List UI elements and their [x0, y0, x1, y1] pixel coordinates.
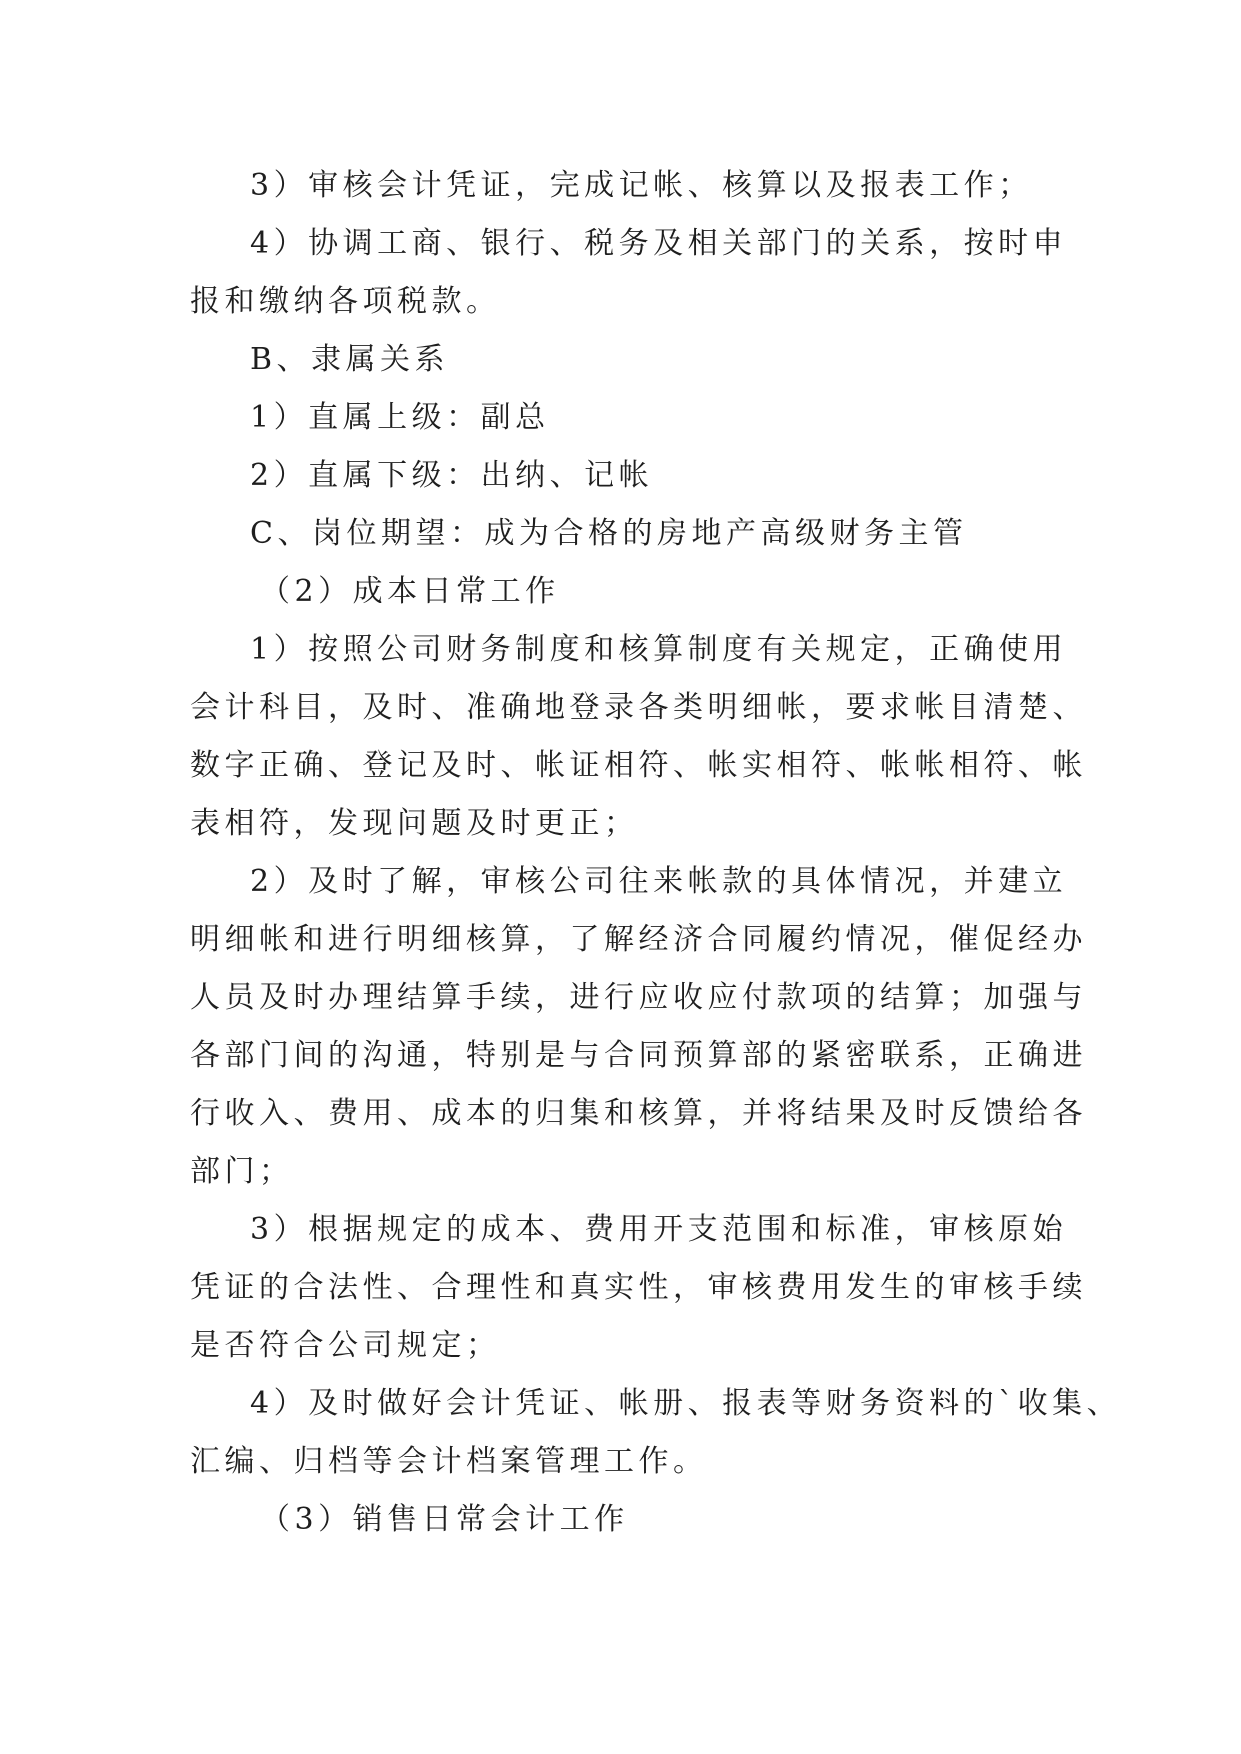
- text-line: 凭证的合法性、合理性和真实性，审核费用发生的审核手续: [190, 1270, 1087, 1305]
- text-line: 2）及时了解，审核公司往来帐款的具体情况，并建立: [250, 864, 1068, 899]
- text-line: 人员及时办理结算手续，进行应收应付款项的结算；加强与: [190, 980, 1087, 1015]
- text-line: 明细帐和进行明细核算，了解经济合同履约情况，催促经办: [190, 922, 1087, 957]
- text-line: 数字正确、登记及时、帐证相符、帐实相符、帐帐相符、帐: [190, 748, 1087, 783]
- text-line: 2）直属下级：出纳、记帐: [250, 458, 654, 493]
- text-line: 各部门间的沟通，特别是与合同预算部的紧密联系，正确进: [190, 1038, 1087, 1073]
- text-line: 汇编、归档等会计档案管理工作。: [190, 1444, 708, 1479]
- text-line: 报和缴纳各项税款。: [190, 284, 501, 319]
- text-line: 表相符，发现问题及时更正；: [190, 806, 639, 841]
- subsection-heading: （2）成本日常工作: [260, 574, 560, 609]
- text-line: 1）直属上级：副总: [250, 400, 550, 435]
- text-line: 行收入、费用、成本的归集和核算，并将结果及时反馈给各: [190, 1096, 1087, 1131]
- text-line: 1）按照公司财务制度和核算制度有关规定，正确使用: [250, 632, 1068, 667]
- text-line: 会计科目，及时、准确地登录各类明细帐，要求帐目清楚、: [190, 690, 1087, 725]
- text-line: 部门；: [190, 1154, 294, 1189]
- text-line: 3）审核会计凭证，完成记帐、核算以及报表工作；: [250, 168, 1033, 203]
- subsection-heading: （3）销售日常会计工作: [260, 1502, 629, 1537]
- text-line: 3）根据规定的成本、费用开支范围和标准，审核原始: [250, 1212, 1068, 1247]
- text-line: 4）及时做好会计凭证、帐册、报表等财务资料的`收集、: [250, 1386, 1122, 1421]
- document-body: [190, 157, 1122, 1549]
- text-line: 是否符合公司规定；: [190, 1328, 501, 1363]
- text-line: 4）协调工商、银行、税务及相关部门的关系，按时申: [250, 226, 1068, 261]
- section-heading: B、隶属关系: [250, 342, 450, 377]
- section-heading: C、岗位期望：成为合格的房地产高级财务主管: [250, 516, 968, 551]
